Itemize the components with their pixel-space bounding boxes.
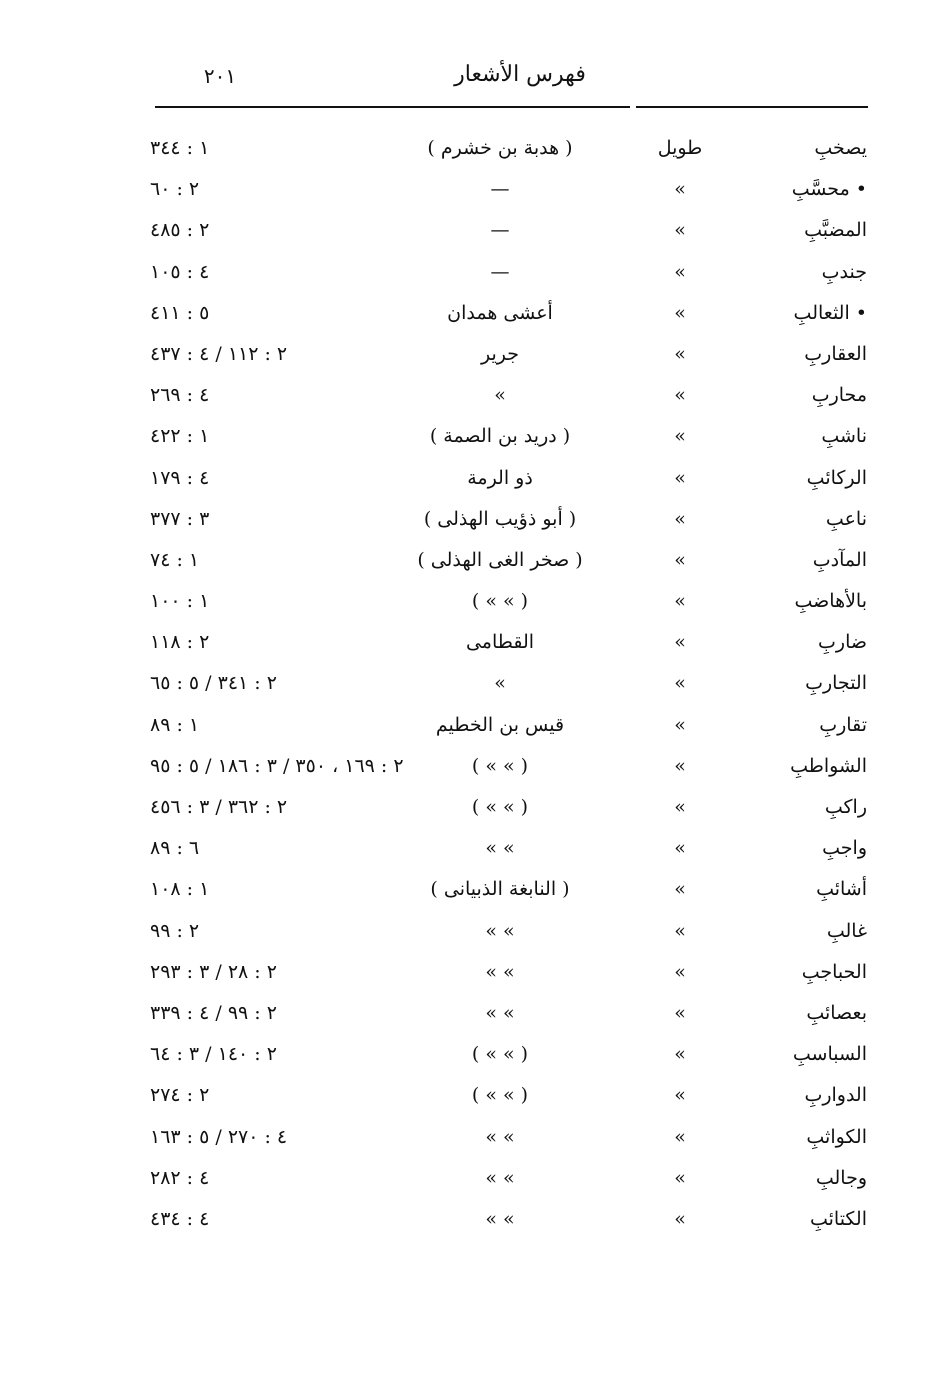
reference-cell: ٢ : ٤٨٥ [150,219,210,242]
rhyme-word: • محسَّبِ [791,178,867,201]
reference-cell: ١ : ٤٢٢ [150,425,210,448]
reference-cell: ١ : ٨٩ [150,713,200,736]
rhyme-word: ناشبِ [821,425,867,448]
poet-cell: ( صخر الغى الهذلى ) [417,548,583,571]
poet-cell: » » [485,1166,515,1189]
poet-cell: » » [485,960,515,983]
reference-cell: ٣ : ٣٧٧ [150,507,210,530]
table-row [0,540,927,581]
rhyme-word: راكبِ [824,796,867,818]
rhyme-word: التجاربِ [805,672,867,695]
meter-cell: » [674,1084,686,1107]
reference-cell: ٢ : ٢٨ / ٣ : ٢٩٣ [150,960,277,983]
rhyme-word: يصخبِ [814,137,867,159]
meter-cell: » [674,384,686,407]
poet-cell: ذو الرمة [467,466,533,489]
table-row [0,993,927,1034]
table-row [0,210,927,251]
poet-cell: » » [485,919,515,942]
page-number: ٢٠١ [203,64,237,88]
poet-cell: — [490,260,510,283]
table-row [0,169,927,210]
rhyme-word: محاربِ [811,384,867,407]
meter-cell: » [674,590,686,613]
table-row [0,1199,927,1240]
poet-cell: القطامى [465,631,535,654]
reference-cell: ٤ : ١٠٥ [150,260,210,283]
reference-cell: ٢ : ١٦٩ ، ٣٥٠ / ٣ : ١٨٦ / ٥ : ٩٥ [150,754,404,777]
rhyme-word: المآدبِ [812,548,867,571]
reference-cell: ٤ : ٢٧٠ / ٥ : ١٦٣ [150,1125,288,1148]
meter-cell: » [674,1166,686,1189]
poet-cell: ( أبو ذؤيب الهذلى ) [423,507,577,530]
reference-cell: ٤ : ٢٨٢ [150,1166,210,1189]
reference-cell: ٢ : ٢٧٤ [150,1084,210,1107]
poet-cell: ( دريد بن الصمة ) [429,425,571,448]
reference-cell: ٥ : ٤١١ [150,301,210,324]
poet-cell: أعشى همدان [447,301,553,324]
meter-cell: » [674,425,686,448]
reference-cell: ٤ : ١٧٩ [150,466,210,489]
reference-cell: ١ : ١٠٨ [150,878,210,901]
table-row [0,952,927,993]
poet-cell: » » [485,1125,515,1148]
rhyme-word: الكتائبِ [809,1207,867,1230]
table-row [0,1158,927,1199]
table-row [0,828,927,869]
table-row [0,252,927,293]
header-rule-right [636,106,868,108]
reference-cell: ٤ : ٢٦٩ [150,384,210,407]
table-row [0,911,927,952]
rhyme-word: الكواثبِ [806,1125,867,1148]
table-row [0,705,927,746]
meter-cell: » [674,548,686,571]
table-row [0,622,927,663]
header-rule-left [155,106,630,108]
rhyme-word: أشائبِ [816,878,867,901]
rhyme-word: الدواربِ [804,1084,867,1107]
reference-cell: ٢ : ٣٤١ / ٥ : ٦٥ [150,672,277,695]
rhyme-word: بالأهاضبِ [794,590,867,613]
poet-cell: ( » » ) [471,590,529,613]
table-row [0,1075,927,1116]
table-row [0,787,927,828]
reference-cell: ٢ : ٦٠ [150,178,200,201]
poet-cell: — [490,219,510,242]
reference-cell: ١ : ٣٤٤ [150,137,210,159]
poet-cell: » » [485,1207,515,1230]
rhyme-word: الركائبِ [806,466,867,489]
poet-cell: » [494,384,506,407]
table-row [0,499,927,540]
table-row [0,458,927,499]
meter-cell: » [674,301,686,324]
rhyme-word: واجبِ [822,837,867,860]
meter-cell: » [674,796,686,818]
meter-cell: » [674,342,686,365]
reference-cell: ١ : ٧٤ [150,548,200,571]
meter-cell: » [674,672,686,695]
poet-cell: » [494,672,506,695]
table-row [0,663,927,704]
rhyme-word: العقاربِ [804,342,867,365]
meter-cell: » [674,960,686,983]
page-title: فهرس الأشعار [454,62,586,87]
meter-cell: » [674,178,686,201]
meter-cell: » [674,219,686,242]
rhyme-word: ناعبِ [825,507,867,530]
rhyme-word: جندبِ [821,260,867,283]
rhyme-word: • الثعالبِ [793,301,867,324]
meter-cell: » [674,507,686,530]
reference-cell: ٢ : ١١٨ [150,631,210,654]
reference-cell: ٤ : ٤٣٤ [150,1207,210,1230]
table-row [0,416,927,457]
poet-cell: قيس بن الخطيم [435,713,565,736]
meter-cell: » [674,466,686,489]
meter-cell: » [674,713,686,736]
reference-cell: ٢ : ١١٢ / ٤ : ٤٣٧ [150,342,288,365]
meter-cell: طويل [657,137,703,159]
meter-cell: » [674,919,686,942]
rhyme-word: السباسبِ [792,1043,867,1066]
rhyme-word: الشواطبِ [790,754,867,777]
meter-cell: » [674,1001,686,1024]
poet-cell: ( هدبة بن خشرم ) [427,137,573,159]
rhyme-word: ضاربِ [818,631,867,654]
reference-cell: ١ : ١٠٠ [150,590,210,613]
rhyme-word: المضبَّبِ [804,219,867,242]
reference-cell: ٢ : ٩٩ / ٤ : ٣٣٩ [150,1001,277,1024]
meter-cell: » [674,837,686,860]
table-row [0,869,927,910]
poet-cell: ( » » ) [471,754,529,777]
poet-cell: ( » » ) [471,796,529,818]
table-row [0,375,927,416]
meter-cell: » [674,1207,686,1230]
reference-cell: ٢ : ٣٦٢ / ٣ : ٤٥٦ [150,796,288,818]
poet-cell: » » [485,1001,515,1024]
rhyme-word: الحباجبِ [801,960,867,983]
table-row [0,293,927,334]
table-row [0,581,927,622]
index-table [0,128,927,1240]
table-row [0,334,927,375]
poet-cell: ( النابغة الذبيانى ) [430,878,570,901]
poet-cell: ( » » ) [471,1084,529,1107]
reference-cell: ٢ : ٩٩ [150,919,200,942]
meter-cell: » [674,260,686,283]
meter-cell: » [674,1125,686,1148]
reference-cell: ٦ : ٨٩ [150,837,200,860]
poet-cell: » » [485,837,515,860]
rhyme-word: تقاربِ [819,713,867,736]
poet-cell: ( » » ) [471,1043,529,1066]
meter-cell: » [674,754,686,777]
meter-cell: » [674,1043,686,1066]
rhyme-word: غالبِ [826,919,867,942]
table-row [0,1117,927,1158]
table-row [0,1034,927,1075]
rhyme-word: وجالبِ [815,1166,867,1189]
table-row [0,128,927,169]
meter-cell: » [674,631,686,654]
rhyme-word: بعصائبِ [806,1001,867,1024]
poet-cell: جرير [481,342,519,365]
meter-cell: » [674,878,686,901]
table-row [0,746,927,787]
reference-cell: ٢ : ١٤٠ / ٣ : ٦٤ [150,1043,277,1066]
poet-cell: — [490,178,510,201]
